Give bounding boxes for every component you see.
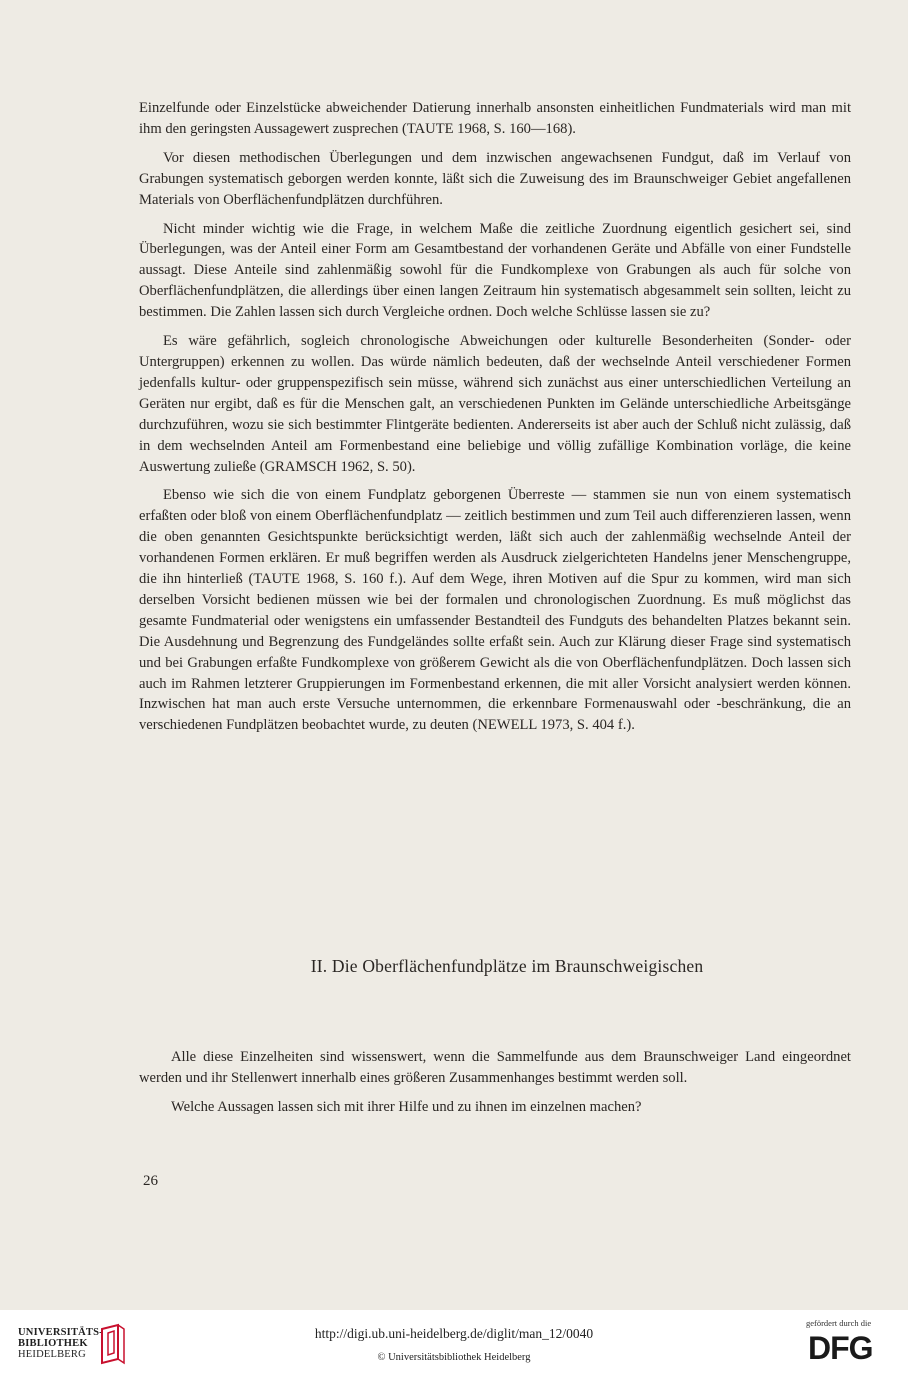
paragraph: Nicht minder wichtig wie die Frage, in welchem Maße die zeitliche Zuordnung eigentlich gesichert sei, sind Überlegungen, was der Anteil einer Form am Gesamtbestand der vorhandenen Geräte und Abfälle von einer Fundstelle aussagt. Diese Anteile sind zahlenmäßig sowohl für die Fundkomplexe von Grabungen als auch für solche von Oberflächenfundplätzen, die allerdings über einen langen Zeitraum hin systematisch abgesammelt sein sollten, leicht zu bestimmen. Die Zahlen lassen sich durch Vergleiche ordnen. Doch welche Schlüsse lassen sie zu?: [139, 220, 851, 321]
paragraph: Vor diesen methodischen Überlegungen und dem inzwischen angewachsenen Fundgut, daß im Verlauf von Grabungen systematisch geborgen werden konnte, läßt sich die Zuweisung des im Braunschweiger Gebiet angefallenen Materials von Oberflächenfundplätzen durchführen.: [139, 149, 851, 208]
footer-bar: [0, 1310, 908, 1374]
paragraph: Alle diese Einzelheiten sind wissenswert, wenn die Sammelfunde aus dem Braunschweiger Land eingeordnet werden und ihr Stellenwert innerhalb eines größeren Zusammenhanges bestimmt werden soll.: [139, 1049, 851, 1086]
permalink[interactable]: http://digi.ub.uni-heidelberg.de/diglit/man_12/0040: [314, 1326, 594, 1341]
paragraph: Ebenso wie sich die von einem Fundplatz geborgenen Überreste — stammen sie nun von einem systematisch erfaßten oder bloß von einem Oberflächenfundplatz — zeitlich bestimmen und zum Teil auch differenzieren lassen, wenn die oben genannten Gesichtspunkte berücksichtigt werden, läßt sich auch der zahlenmäßig wechselnde Anteil der vorhandenen Formen erklären. Er muß begriffen werden als Ausdruck zielgerichteten Handelns jener Menschengruppe, die ihn hinterließ (TAUTE 1968, S. 160 f.). Auf dem Wege, ihren Motiven auf die Spur zu kommen, wird man sich derselben Vorsicht bedienen müssen wie bei der formalen und chronologischen Zuordnung. Es muß möglichst das gesamte Fundmaterial oder wenigstens ein umfassender Bestandteil des Fundguts des behandelten Platzes bekannt sein. Die Ausdehnung und Begrenzung des Fundgeländes sollte erfaßt sein. Auch zur Klärung dieser Frage sind systematisch und bei Grabungen erfaßte Fundkomplexe von größerem Gewicht als die von Oberflächenfundplätzen. Doch lassen sich auch im Rahmen letzterer Gruppierungen im Formenbestand erkennen, die mit aller Vorsicht analysiert werden können. Inzwischen hat man auch erste Versuche unternommen, die erkennbare Formenauswahl oder -beschränkung, die an verschiedenen Fundplätzen beobachtet wurde, zu deuten (NEWELL 1973, S. 404 f.).: [139, 487, 851, 734]
dfg-wordmark: [808, 1332, 898, 1362]
section-heading: II. Die Oberflächenfundplätze im Braunschweigischen: [310, 956, 704, 976]
paragraph: Welche Aussagen lassen sich mit ihrer Hilfe und zu ihnen im einzelnen machen?: [171, 1098, 642, 1115]
library-line: UNIVERSITÄTS-: [18, 1327, 103, 1338]
page-number: 26: [143, 1173, 158, 1189]
library-line: HEIDELBERG: [18, 1349, 86, 1360]
copyright-notice: © Universitätsbibliothek Heidelberg: [377, 1352, 531, 1363]
body-text: [139, 98, 851, 744]
dfg-logo[interactable]: [806, 1318, 898, 1366]
library-line: BIBLIOTHEK: [18, 1338, 88, 1349]
paragraph: Einzelfunde oder Einzelstücke abweichender Datierung innerhalb ansonsten einheitlichen Fundmaterials wird man mit ihm den geringsten Aussagewert zusprechen (TAUTE 1968, S. 160—168).: [139, 100, 851, 137]
funding-caption: gefördert durch die: [806, 1318, 872, 1328]
section-text: [139, 1047, 851, 1126]
dfg-text: DFG: [808, 1332, 873, 1362]
paragraph: Es wäre gefährlich, sogleich chronologische Abweichungen oder kulturelle Besonderheiten (Sonder- oder Untergruppen) erkennen zu wollen. Das würde nämlich bedeuten, daß der wechselnde Anteil verschiedener Formen jedenfalls kultur- oder gruppenspezifisch sein müsse, während sich zunächst aus einer unterschiedlichen Verteilung an Geräten nur ergibt, daß es für die Menschen galt, an verschiedenen Punkten im Gelände unterschiedliche Arbeitsgänge durchzuführen, wozu sie sich bestimmter Flintgeräte bedienten. Andererseits ist aber auch der Schluß nicht zulässig, daß in dem wechselnden Anteil am Formenbestand eine beliebige und völlig zufällige Kombination vorläge, die keine Auswertung zuließe (GRAMSCH 1962, S. 50).: [139, 333, 851, 475]
